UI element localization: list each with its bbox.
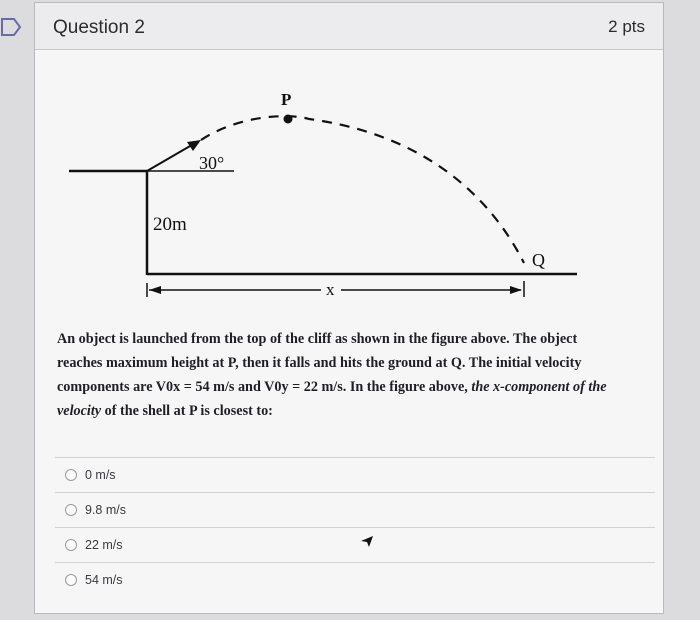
answer-option[interactable] [55,527,655,562]
trajectory-path [201,116,524,263]
question-line-2: reaches maximum height at P, then it falls and hits the ground at Q. The initial velocity [57,355,582,371]
height-label: 20m [153,214,187,235]
radio-icon[interactable] [65,469,77,481]
distance-label: x [326,280,335,299]
answer-option[interactable] [55,492,655,527]
question-card [34,2,664,614]
dim-arrow-right [510,286,522,294]
question-title: Question 2 [53,17,145,38]
bookmark-icon[interactable] [0,16,22,38]
answer-option[interactable] [55,562,655,597]
question-line-3: components are V0x = 54 m/s and V0y = 22 m/s. In the figure above, the x-component of the [57,379,607,395]
radio-icon[interactable] [65,574,77,586]
cursor-icon [360,534,374,548]
answer-option[interactable] [55,457,655,492]
question-points: 2 pts [608,17,645,36]
radio-icon[interactable] [65,504,77,516]
answer-label: 0 m/s [85,468,116,482]
answer-label: 22 m/s [85,538,123,552]
peak-point [284,115,293,124]
question-text [57,327,647,423]
peak-label: P [281,90,292,109]
question-line-4: velocity of the shell at P is closest to: [57,403,273,419]
question-header [35,3,663,50]
angle-label: 30° [199,153,225,173]
answer-label: 54 m/s [85,573,123,587]
launch-arrow [147,142,197,171]
answer-list [55,457,655,597]
dim-arrow-left [149,286,161,294]
landing-label: Q [532,250,545,270]
answer-label: 9.8 m/s [85,503,126,517]
projectile-figure [69,85,589,305]
question-line-1: An object is launched from the top of the cliff as shown in the figure above. The object [57,331,578,347]
radio-icon[interactable] [65,539,77,551]
